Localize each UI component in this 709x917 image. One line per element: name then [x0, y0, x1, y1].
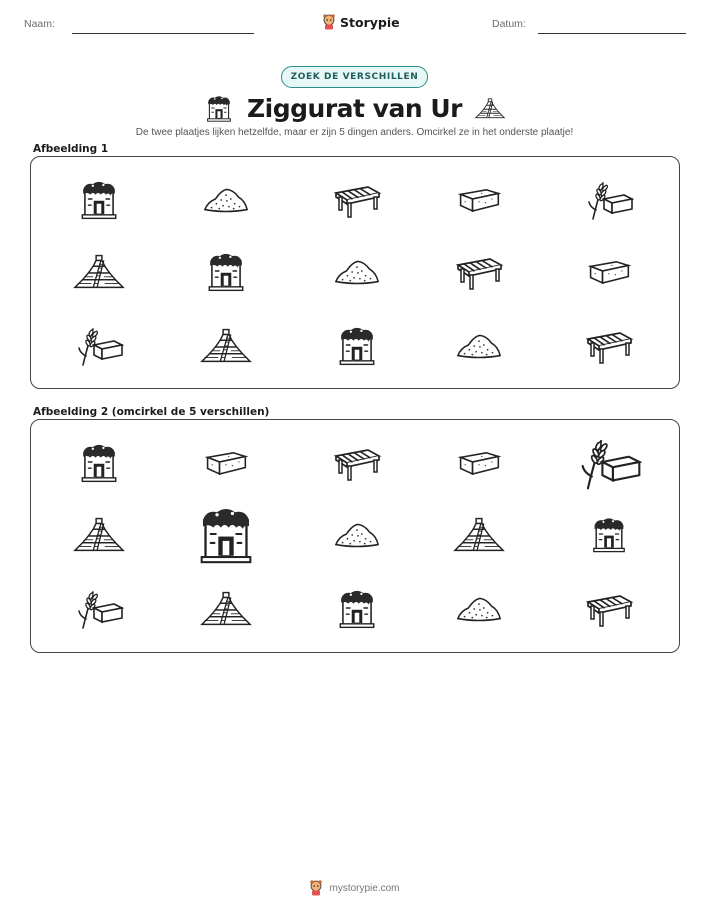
name-line[interactable]	[72, 33, 254, 34]
page-title: Ziggurat van Ur	[247, 93, 462, 123]
picture2-panel[interactable]	[30, 419, 680, 653]
storypie-mascot-icon	[309, 880, 323, 896]
picture2-label: Afbeelding 2 (omcirkel de 5 verschillen)	[33, 406, 270, 418]
ziggurat-icon	[452, 513, 506, 555]
storypie-mascot-icon	[322, 14, 336, 30]
date-line[interactable]	[538, 33, 686, 34]
picture1-cell-r3-c5	[583, 323, 635, 367]
picture1-cell-r2-c3	[333, 254, 381, 288]
temple-icon	[204, 249, 248, 293]
title-ziggurat-icon	[474, 93, 506, 123]
ziggurat-icon	[199, 587, 253, 629]
picture2-cell-r1-c5[interactable]	[576, 433, 642, 491]
ziggurat-icon	[199, 324, 253, 366]
title-temple-icon	[203, 93, 235, 123]
wooden-cart-icon	[453, 249, 505, 293]
picture2-cell-r3-c1[interactable]	[74, 586, 124, 630]
picture1-cell-r3-c1	[74, 323, 124, 367]
clay-brick-icon	[203, 445, 249, 479]
activity-badge: ZOEK DE VERSCHILLEN	[281, 66, 428, 88]
picture2-cell-r3-c5[interactable]	[583, 586, 635, 630]
picture1-cell-r3-c3	[335, 323, 379, 367]
picture2-cell-r2-c1[interactable]	[72, 513, 126, 555]
clay-brick-icon	[456, 182, 502, 216]
sand-pile-icon	[202, 182, 250, 216]
picture2-cell-r3-c3[interactable]	[335, 586, 379, 630]
wooden-cart-icon	[331, 440, 383, 484]
sand-pile-icon	[333, 517, 381, 551]
wheat-brick-icon	[74, 323, 124, 367]
temple-icon	[77, 177, 121, 221]
clay-brick-icon	[456, 445, 502, 479]
picture2-cell-r2-c5[interactable]	[589, 513, 629, 555]
picture1-cell-r1-c3	[331, 177, 383, 221]
picture1-label: Afbeelding 1	[33, 143, 109, 155]
brand-name: Storypie	[340, 14, 400, 30]
footer	[0, 880, 709, 896]
sand-pile-icon	[333, 254, 381, 288]
picture1-panel	[30, 156, 680, 389]
wheat-brick-icon	[584, 177, 634, 221]
instructions: De twee plaatjes lijken hetzelfde, maar er zijn 5 dingen anders. Omcirkel ze in het onderste plaatje!	[135, 127, 574, 138]
picture1-cell-r2-c2	[204, 249, 248, 293]
picture2-cell-r1-c2[interactable]	[203, 445, 249, 479]
ziggurat-icon	[72, 250, 126, 292]
wheat-brick-icon	[74, 586, 124, 630]
temple-icon	[77, 440, 121, 484]
picture1-cell-r2-c1	[72, 250, 126, 292]
picture1-cell-r2-c5	[586, 254, 632, 288]
picture1-cell-r3-c2	[199, 324, 253, 366]
name-label: Naam:	[24, 18, 55, 30]
clay-brick-icon	[586, 254, 632, 288]
picture2-cell-r3-c2[interactable]	[199, 587, 253, 629]
picture1-cell-r1-c4	[456, 182, 502, 216]
picture2-cell-r2-c3[interactable]	[333, 517, 381, 551]
temple-icon	[335, 586, 379, 630]
picture1-cell-r3-c4	[455, 328, 503, 362]
picture2-cell-r1-c1[interactable]	[77, 440, 121, 484]
picture2-cell-r2-c4[interactable]	[452, 513, 506, 555]
wooden-cart-icon	[331, 177, 383, 221]
temple-icon	[335, 323, 379, 367]
picture2-cell-r2-c2[interactable]	[193, 502, 259, 566]
picture1-cell-r1-c5	[584, 177, 634, 221]
date-label: Datum:	[492, 18, 526, 30]
picture2-cell-r3-c4[interactable]	[455, 591, 503, 625]
wooden-cart-icon	[583, 586, 635, 630]
title-row	[0, 91, 709, 125]
wooden-cart-icon	[583, 323, 635, 367]
brand-logo	[322, 14, 400, 30]
sand-pile-icon	[455, 328, 503, 362]
footer-url[interactable]: mystorypie.com	[329, 882, 400, 894]
picture1-cell-r1-c2	[202, 182, 250, 216]
sand-pile-icon	[455, 591, 503, 625]
picture2-cell-r1-c4[interactable]	[456, 445, 502, 479]
temple-icon	[193, 502, 259, 566]
picture2-cell-r1-c3[interactable]	[331, 440, 383, 484]
picture1-cell-r1-c1	[77, 177, 121, 221]
picture1-cell-r2-c4	[453, 249, 505, 293]
wheat-brick-icon	[576, 433, 642, 491]
temple-icon	[589, 513, 629, 555]
ziggurat-icon	[72, 513, 126, 555]
